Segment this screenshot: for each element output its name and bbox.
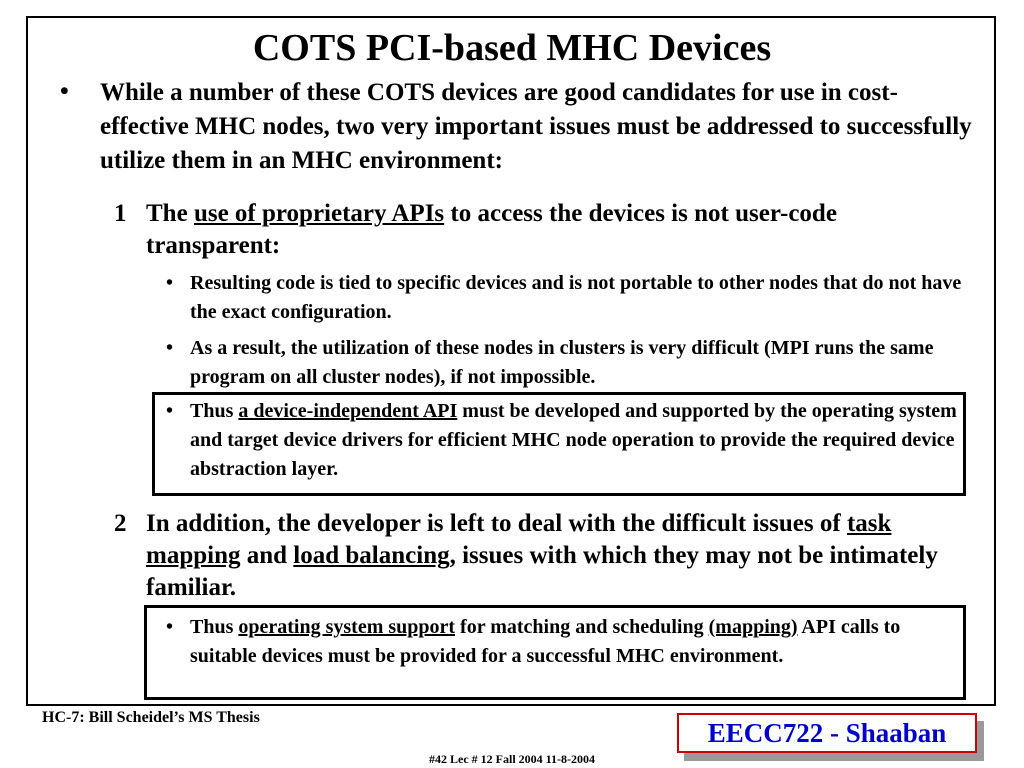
item1-sub2-text: As a result, the utilization of these nodes in clusters is very difficult (MPI runs the same program on all cluster nodes), if not impossible. [190,337,934,388]
item2-pre: In addition, the developer is left to deal with the difficult issues of [146,510,847,537]
item1-sub3-underline: a device-independent API [238,400,458,422]
intro-bullet: • [60,78,69,105]
item1-sub3-pre: Thus [190,400,239,422]
item2-post: , issues with which they may not be intimately familiar. [146,542,938,601]
item2-sub-underline-2: (mapping) [708,616,798,638]
item2-underline-1: task mapping [146,510,892,569]
item1-sub3-post: must be developed and supported by the operating system and target device drivers for efficient MHC node operation to provide the required device abstraction layer. [190,400,957,480]
intro-text: While a number of these COTS devices are good candidates for use in cost-effective MHC nodes, two very important issues must be addressed to successfully utilize them in an MHC environment: [100,79,972,174]
item1-post: to access the devices is not user-code transparent: [146,200,837,259]
item2-sub-post: API calls to suitable devices must be provided for a successful MHC environment. [190,616,901,667]
footer-course-note: HC-7: Bill Scheidel’s MS Thesis [42,709,260,726]
brand-label: EECC722 - Shaaban [677,713,977,753]
item1-sub1-bullet: • [166,272,174,294]
item1-sub3-text [190,397,965,484]
item1-underline: use of proprietary APIs [193,200,445,227]
item2-text [146,508,956,604]
footer-lecture-info: #42 Lec # 12 Fall 2004 11-8-2004 [429,752,595,766]
item2-sub-text [190,613,965,671]
item1-text [146,198,956,262]
item2-number: 2 [114,510,127,537]
item2-underline-2: load balancing [293,542,450,569]
slide-title: COTS PCI-based MHC Devices [252,27,772,69]
item2-sub-mid: for matching and scheduling [455,616,709,638]
item1-number: 1 [114,200,127,227]
item1-sub2-bullet: • [166,337,174,359]
item1-sub1-text: Resulting code is tied to specific devices and is not portable to other nodes that do not have the exact configuration. [190,272,962,323]
item2-sub-bullet: • [166,616,174,638]
item1-pre: The [146,200,194,227]
item2-sub-pre: Thus [190,616,239,638]
item2-sub-underline-1: operating system support [238,616,456,638]
item1-sub3-bullet: • [166,400,174,422]
item2-mid: and [240,542,294,569]
